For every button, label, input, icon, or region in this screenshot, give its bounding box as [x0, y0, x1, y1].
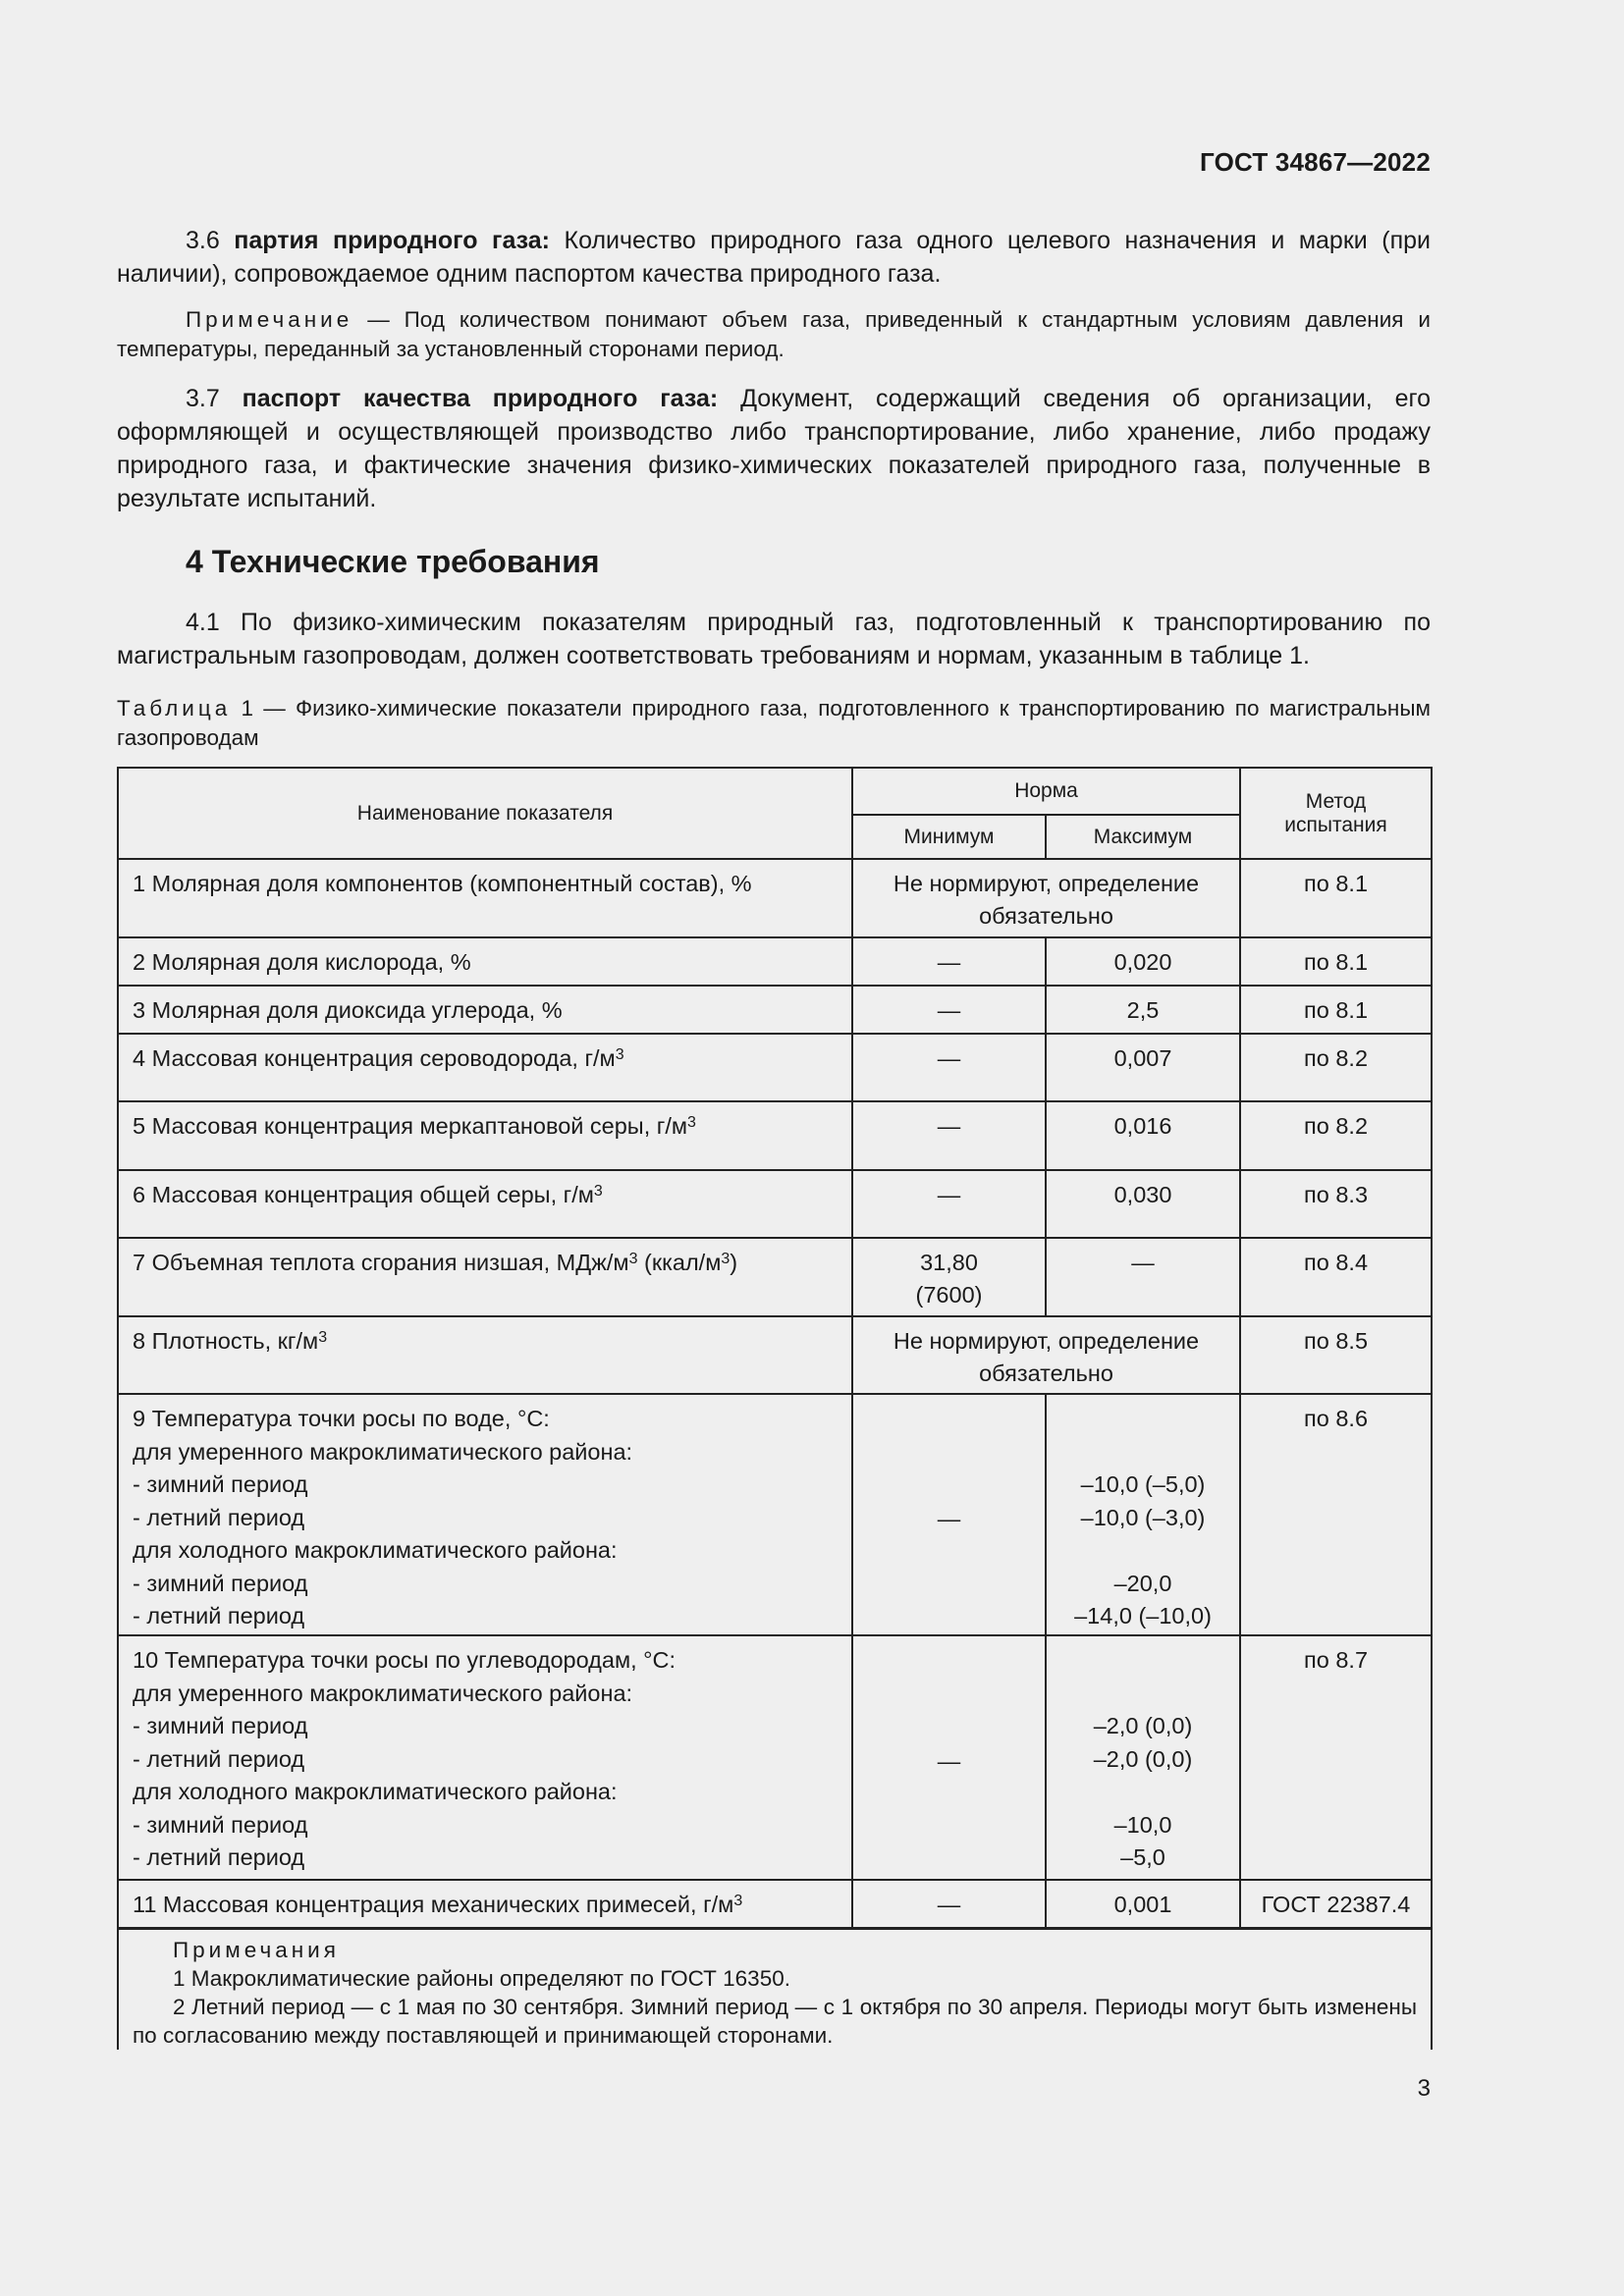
row-max: 0,001 [1046, 1880, 1240, 1928]
table-notes-row [118, 1928, 1432, 2050]
row-min: — [852, 1101, 1046, 1170]
row-max: 0,020 [1046, 937, 1240, 986]
row-max: 0,007 [1046, 1034, 1240, 1101]
header-max: Максимум [1046, 815, 1240, 859]
note-3-6 [117, 305, 1431, 364]
row-min: — [852, 937, 1046, 986]
row-name: 1 Молярная доля компонентов (компонентный состав), % [118, 859, 852, 937]
row-name: 3 Молярная доля диоксида углерода, % [118, 986, 852, 1034]
row-name: 6 Массовая концентрация общей серы, $г/м^3$ [118, 1170, 852, 1238]
document-code: ГОСТ 34867—2022 [1200, 147, 1431, 177]
row-name: 5 Массовая концентрация меркаптановой серы, $г/м^3$ [118, 1101, 852, 1170]
clause-number: 3.6 [186, 227, 220, 254]
row-min: — [852, 986, 1046, 1034]
clause-number: 3.7 [186, 385, 220, 412]
header-min: Минимум [852, 815, 1046, 859]
row-method: по 8.1 [1240, 986, 1432, 1034]
row-max: 0,016 [1046, 1101, 1240, 1170]
page-number: 3 [1417, 2075, 1431, 2102]
row-merged-value: Не нормируют, определение обязательно [852, 859, 1240, 937]
row-min: — [852, 1880, 1046, 1928]
row-method: по 8.6 [1240, 1394, 1432, 1635]
clause-term: партия природного газа: [234, 227, 550, 254]
table-row [118, 1101, 1432, 1170]
row-name: 10 Температура точки росы по углеводородам, °С: для умеренного макроклиматического района: - зимний период - летний период для холодного макроклиматического района: - зимний период - летний период [118, 1635, 852, 1880]
header-method: Метод испытания [1240, 768, 1432, 859]
row-method: по 8.1 [1240, 937, 1432, 986]
row-name: 8 Плотность, $кг/м^3$ [118, 1316, 852, 1394]
row-min: — [852, 1034, 1046, 1101]
caption-label: Таблица [117, 696, 232, 721]
table-row [118, 1238, 1432, 1316]
row-min: — [852, 1394, 1046, 1635]
row-method: по 8.2 [1240, 1101, 1432, 1170]
table-row [118, 1170, 1432, 1238]
table-wrapper [117, 767, 1431, 2050]
clause-3-7 [117, 382, 1431, 515]
clause-4-1 [117, 606, 1431, 672]
table-row [118, 1635, 1432, 1880]
table-row [118, 1316, 1432, 1394]
row-min: — [852, 1170, 1046, 1238]
row-method: по 8.7 [1240, 1635, 1432, 1880]
row-method: по 8.3 [1240, 1170, 1432, 1238]
table-row [118, 986, 1432, 1034]
note-1: 1 Макроклиматические районы определяют по ГОСТ 16350. [173, 1965, 790, 1991]
row-max: –2,0 (0,0) –2,0 (0,0) –10,0 –5,0 [1046, 1635, 1240, 1880]
table-row [118, 1394, 1432, 1635]
clause-text: Документ, содержащий сведения об организации, его оформляющей и осуществляющей производство либо транспортирование, либо хранение, либо продажу природного газа, и фактические значения физико-химических показателей природного газа, полученные в результате испытаний. [117, 385, 1431, 512]
section-title: 4 Технические требования [186, 544, 600, 579]
row-max: 0,030 [1046, 1170, 1240, 1238]
table-row [118, 859, 1432, 937]
table-row [118, 1034, 1432, 1101]
row-merged-value: Не нормируют, определение обязательно [852, 1316, 1240, 1394]
note-text: — Под количеством понимают объем газа, приведенный к стандартным условиям давления и температуры, переданный за установленный сторонами период. [117, 307, 1431, 361]
row-min: — [852, 1635, 1046, 1880]
row-name: 4 Массовая концентрация сероводорода, $г/м^3$ [118, 1034, 852, 1101]
header-name: Наименование показателя [118, 768, 852, 859]
row-name: 2 Молярная доля кислорода, % [118, 937, 852, 986]
table-notes [118, 1928, 1432, 2050]
notes-title: Примечания [173, 1937, 340, 1962]
row-method: по 8.4 [1240, 1238, 1432, 1316]
row-max: 2,5 [1046, 986, 1240, 1034]
table-caption [117, 694, 1431, 753]
table-row [118, 1880, 1432, 1928]
row-name: 9 Температура точки росы по воде, °С: для умеренного макроклиматического района: - зимний период - летний период для холодного макроклиматического района: - зимний период - летний период [118, 1394, 852, 1635]
row-method: по 8.1 [1240, 859, 1432, 937]
row-name: 11 Массовая концентрация механических примесей, $г/м^3$ [118, 1880, 852, 1928]
row-method: по 8.2 [1240, 1034, 1432, 1101]
clause-3-6 [117, 224, 1431, 291]
row-method: ГОСТ 22387.4 [1240, 1880, 1432, 1928]
row-min: 31,80 (7600) [852, 1238, 1046, 1316]
note-2: 2 Летний период — с 1 мая по 30 сентября. Зимний период — с 1 октября по 30 апреля. Периоды могут быть изменены по согласованию между поставляющей и принимающей сторонами. [133, 1994, 1418, 2048]
note-label: Примечание [186, 307, 353, 332]
header-norm: Норма [852, 768, 1240, 815]
clause-term: паспорт качества природного газа: [242, 385, 719, 412]
caption-text: 1 — Физико-химические показатели природного газа, подготовленного к транспортированию по магистральным газопроводам [117, 696, 1431, 750]
clause-text: 4.1 По физико-химическим показателям природный газ, подготовленный к транспортированию по магистральным газопроводам, должен соответствовать требованиям и нормам, указанным в таблице 1. [117, 609, 1431, 669]
clause-text: Количество природного газа одного целевого назначения и марки (при наличии), сопровождаемое одним паспортом качества природного газа. [117, 227, 1431, 288]
row-max: –10,0 (–5,0) –10,0 (–3,0) –20,0 –14,0 (–10,0) [1046, 1394, 1240, 1635]
properties-table [117, 767, 1433, 2050]
row-max: — [1046, 1238, 1240, 1316]
row-method: по 8.5 [1240, 1316, 1432, 1394]
table-header-row [118, 768, 1432, 815]
table-row [118, 937, 1432, 986]
row-name: 7 Объемная теплота сгорания низшая, МДж/$м^3$ $(ккал/м^3)$ [118, 1238, 852, 1316]
